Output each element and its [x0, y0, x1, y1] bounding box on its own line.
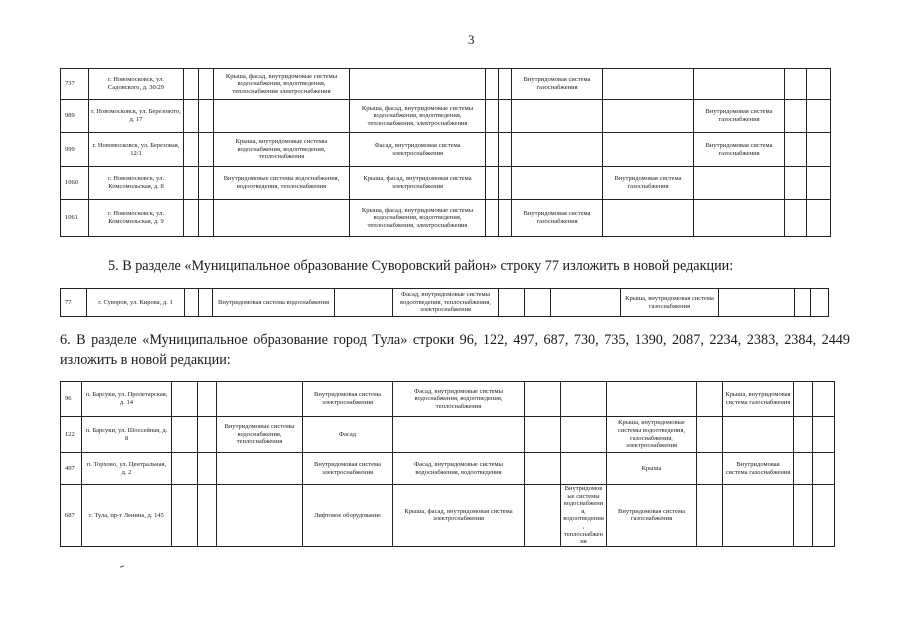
table-cell: Внутридомовая система газоснабжения — [512, 69, 603, 100]
table-cell — [512, 133, 603, 167]
table-cell: 989 — [61, 100, 89, 133]
table-cell: Фасад, внутридомовые системы водоснабжения, водоотведения, теплоснабжения — [393, 382, 525, 417]
table-cell: 77 — [61, 289, 87, 317]
table-cell: Крыша, внутридомовые системы водоотведения, газоснабжения, электроснабжения — [607, 417, 697, 453]
table-cell — [198, 382, 217, 417]
table-cell — [719, 289, 795, 317]
table-cell — [512, 100, 603, 133]
table-cell — [813, 485, 835, 547]
table-cell — [217, 485, 303, 547]
table-cell: 1060 — [61, 167, 89, 200]
table-cell — [184, 133, 199, 167]
table-cell — [561, 453, 607, 485]
table-cell — [785, 200, 807, 237]
table-cell: 1061 — [61, 200, 89, 237]
table-cell: Крыша, внутридомовая система газоснабжения — [621, 289, 719, 317]
table-cell: Внутридомовые системы водоснабжения, теплоснабжения — [217, 417, 303, 453]
page-number: 3 — [468, 32, 475, 47]
table-cell — [486, 167, 499, 200]
table-cell: Крыша, фасад, внутридомовые системы водоснабжения, водоотведения, теплоснабжения электроснабжения — [214, 69, 350, 100]
table-row — [61, 289, 829, 317]
table-cell: Фасад, внутридомовая система электроснабжения — [350, 133, 486, 167]
table-cell: Крыша, внутридомовая система газоснабжения — [723, 382, 794, 417]
table-cell — [350, 69, 486, 100]
table-cell: Внутридомовая система электроснабжения — [303, 453, 393, 485]
table-cell — [199, 167, 214, 200]
table-cell — [561, 382, 607, 417]
table-cell: Крыша, внутридомовые системы водоснабжения, водоотведения, теплоснабжения — [214, 133, 350, 167]
table-row — [61, 100, 831, 133]
table-cell — [785, 133, 807, 167]
section-5-heading: 5. В разделе «Муниципальное образование Суворовский район» строку 77 изложить в новой редакции: — [108, 258, 734, 274]
table-cell: Внутридомовая система газоснабжения — [694, 100, 785, 133]
table-row — [61, 417, 835, 453]
table-cell — [561, 417, 607, 453]
table-cell: Фасад — [303, 417, 393, 453]
table-cell: п. Барсуки, ул. Пролетарская, д. 14 — [82, 382, 172, 417]
table-cell: Фасад, внутридомовые системы водоснабжения, водоотведения — [393, 453, 525, 485]
table-cell — [184, 69, 199, 100]
table-cell — [184, 167, 199, 200]
table-cell: Внутридомовые системы водоснабжения, водоотведения, теплоснабжения — [214, 167, 350, 200]
table-cell — [694, 69, 785, 100]
table-cell — [525, 382, 561, 417]
table-cell — [723, 417, 794, 453]
table-cell — [499, 289, 525, 317]
table-cell: Лифтовое оборудование — [303, 485, 393, 547]
table-row — [61, 167, 831, 200]
table-cell — [198, 485, 217, 547]
table-cell — [694, 200, 785, 237]
table-cell — [603, 100, 694, 133]
table-cell — [217, 382, 303, 417]
table-cell — [794, 382, 813, 417]
table-cell — [172, 453, 198, 485]
table-cell: Внутридомовая система газоснабжения — [694, 133, 785, 167]
table-cell — [603, 69, 694, 100]
table-cell: Внутридомовая система электроснабжения — [303, 382, 393, 417]
table-cell — [603, 200, 694, 237]
table-cell — [214, 200, 350, 237]
table-cell — [813, 417, 835, 453]
table-row — [61, 69, 831, 100]
table-cell — [199, 133, 214, 167]
table-cell — [198, 417, 217, 453]
table-cell — [723, 485, 794, 547]
table-cell — [785, 100, 807, 133]
table-cell — [486, 69, 499, 100]
table-cell: Внутридомовая система газоснабжения — [607, 485, 697, 547]
table-cell — [603, 133, 694, 167]
table-cell — [794, 417, 813, 453]
table-cell: Внутридомовая система газоснабжения — [603, 167, 694, 200]
table-cell: г. Новомосковск, ул. Садовского, д. 30/29 — [89, 69, 184, 100]
table-cell — [512, 167, 603, 200]
table-cell — [199, 69, 214, 100]
table-row — [61, 453, 835, 485]
table-cell — [172, 382, 198, 417]
section-6-heading: 6. В разделе «Муниципальное образование город Тула» строки 96, 122, 497, 687, 730, 735, 1390, 2087, 2234, 2383, 2384, 2449 изложить в новой редакции: — [60, 332, 850, 368]
table-cell: Крыша, фасад, внутридомовая система электроснабжения — [393, 485, 525, 547]
table-suvorov — [60, 288, 829, 317]
table-cell: Внутридомовая система газоснабжения — [512, 200, 603, 237]
table-cell — [499, 200, 512, 237]
table-cell — [499, 133, 512, 167]
table-cell — [486, 133, 499, 167]
table-cell: 737 — [61, 69, 89, 100]
table-cell — [607, 382, 697, 417]
table-cell — [795, 289, 811, 317]
table-cell — [785, 69, 807, 100]
table-cell: Внутридомовая система водоснабжения — [213, 289, 335, 317]
table-row — [61, 382, 835, 417]
table-cell — [199, 100, 214, 133]
table-cell — [184, 200, 199, 237]
table-cell — [335, 289, 393, 317]
table-cell — [807, 133, 831, 167]
table-cell — [172, 485, 198, 547]
table-cell — [199, 289, 213, 317]
table-cell — [525, 417, 561, 453]
table-cell — [199, 200, 214, 237]
table-cell — [807, 100, 831, 133]
table-cell: п. Барсуки, ул. Шоссейная, д. 8 — [82, 417, 172, 453]
table-cell — [185, 289, 199, 317]
table-cell — [785, 167, 807, 200]
table-cell — [486, 100, 499, 133]
table-cell — [813, 453, 835, 485]
table-cell — [807, 200, 831, 237]
table-cell — [697, 417, 723, 453]
table-cell — [697, 485, 723, 547]
table-cell: г. Новомосковск, ул. Комсомольская, д. 9 — [89, 200, 184, 237]
table-cell — [214, 100, 350, 133]
table-cell — [694, 167, 785, 200]
table-cell — [551, 289, 621, 317]
table-row — [61, 200, 831, 237]
table-row — [61, 485, 835, 547]
table-cell — [486, 200, 499, 237]
table-cell: 497 — [61, 453, 82, 485]
table-cell — [807, 69, 831, 100]
table-cell — [697, 453, 723, 485]
table-cell — [499, 167, 512, 200]
table-cell — [813, 382, 835, 417]
table-cell: г. Тула, пр-т Ленина, д. 145 — [82, 485, 172, 547]
table-cell — [198, 453, 217, 485]
table-cell: Внутридомовые системы водоснабжения, водоотведения, теплоснабжения — [561, 485, 607, 547]
scan-mark — [120, 565, 124, 567]
table-cell: г. Новомосковск, ул. Березового, д. 17 — [89, 100, 184, 133]
table-cell: г. Новомосковск, ул. Комсомольская, д. 8 — [89, 167, 184, 200]
table-cell — [525, 485, 561, 547]
table-cell — [184, 100, 199, 133]
table-cell: г. Новомосковск, ул. Березовая, 12/1 — [89, 133, 184, 167]
table-cell — [794, 485, 813, 547]
table-cell — [807, 167, 831, 200]
table-cell — [172, 417, 198, 453]
table-cell: 122 — [61, 417, 82, 453]
table-cell — [525, 453, 561, 485]
table-cell — [393, 417, 525, 453]
table-cell: г. Суворов, ул. Кирова, д. 1 — [87, 289, 185, 317]
table-cell: 96 — [61, 382, 82, 417]
table-cell — [499, 100, 512, 133]
table-cell — [794, 453, 813, 485]
table-cell — [499, 69, 512, 100]
table-cell: Фасад, внутридомовые системы водоотведения, теплоснабжения, электроснабжения — [393, 289, 499, 317]
table-cell — [697, 382, 723, 417]
table-cell — [811, 289, 829, 317]
table-cell: Внутридомовая система газоснабжения — [723, 453, 794, 485]
table-cell: 999 — [61, 133, 89, 167]
table-cell: 687 — [61, 485, 82, 547]
table-cell: п. Торхово, ул. Центральная, д. 2 — [82, 453, 172, 485]
table-cell: Крыша, фасад, внутридомовая система электроснабжения — [350, 167, 486, 200]
table-tula — [60, 381, 835, 547]
table-row — [61, 133, 831, 167]
table-continuation — [60, 68, 831, 237]
table-cell — [525, 289, 551, 317]
table-cell: Крыша, фасад, внутридомовые системы водоснабжения, водоотведения, теплоснабжения, электроснабжения — [350, 200, 486, 237]
table-cell: Крыша, фасад, внутридомовые системы водоснабжения, водоотведения, теплоснабжения, электроснабжения — [350, 100, 486, 133]
table-cell: Крыша — [607, 453, 697, 485]
table-cell — [217, 453, 303, 485]
